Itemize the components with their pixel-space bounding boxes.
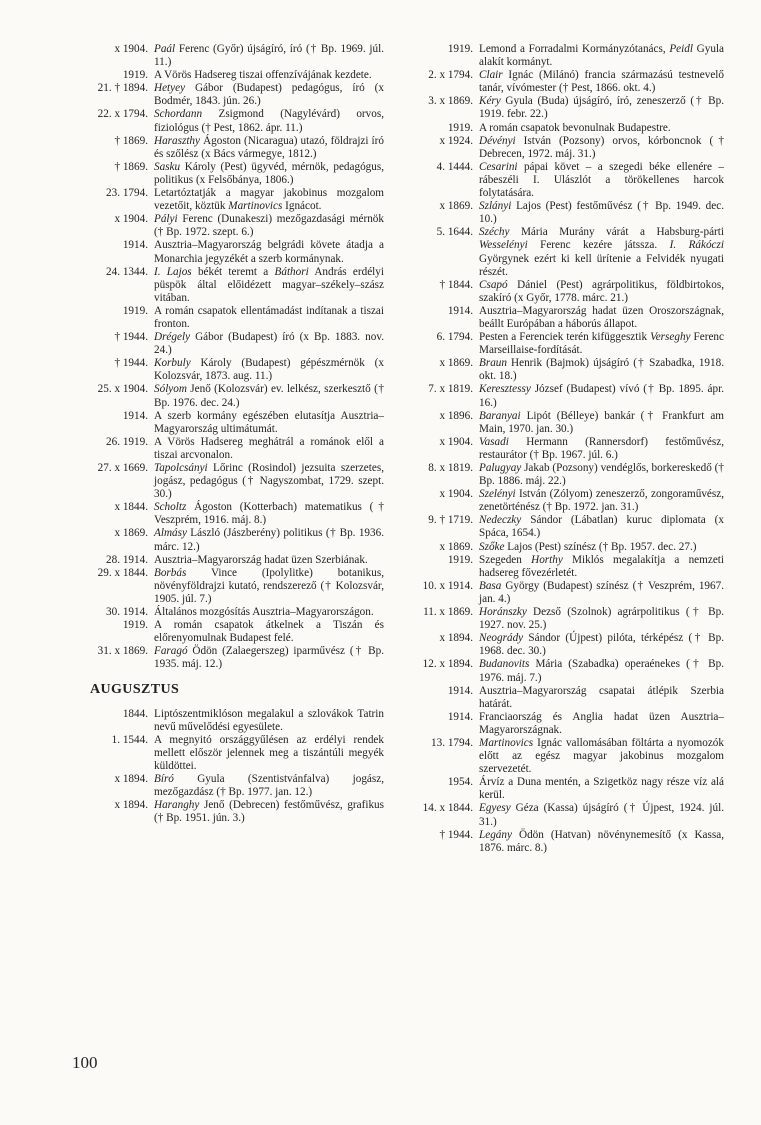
calendar-entry	[412, 305, 724, 331]
calendar-entry	[412, 69, 724, 95]
entry-date: 1914.	[447, 710, 473, 723]
july-entries	[78, 43, 384, 672]
entry-text: Széchy Mária Murány várát a Habsburg-párti Wesselényi Ferenc kezére játssza. I. Rákóczi Györgynek ezért ki kell ürítenie a Felvidék nyugati részét.	[479, 226, 724, 278]
entry-date: 1844.	[122, 707, 148, 720]
calendar-entry	[78, 213, 384, 239]
page-number: 100	[72, 1053, 98, 1072]
entry-text: A szerb kormány egészében elutasítja Ausztria–Magyarország ultimátumát.	[154, 409, 384, 435]
entry-text: Borbás Vince (Ipolylitke) botanikus, növényföldrajzi kutató, rendszerező († Kolozsvár, 1905. júl. 7.)	[154, 566, 384, 605]
entry-text: A román csapatok ellentámadást indítanak a tiszai fronton.	[154, 304, 384, 330]
calendar-entry	[412, 436, 724, 462]
entry-date: x 1904.	[439, 435, 473, 448]
entry-date: 5. 1644.	[436, 226, 473, 239]
entry-text: Neogrády Sándor (Újpest) pilóta, térképész († Bp. 1968. dec. 30.)	[479, 632, 724, 658]
entry-text: Legány Ödön (Hatvan) növénynemesítő (x Kassa, 1876. márc. 8.)	[479, 828, 724, 854]
entry-date: x 1869.	[114, 527, 148, 540]
entry-date: x 1869.	[439, 200, 473, 213]
entry-date: 1914.	[447, 684, 473, 697]
calendar-entry	[78, 567, 384, 606]
calendar-entry	[412, 554, 724, 580]
entry-text: Horánszky Dezső (Szolnok) agrárpolitikus († Bp. 1927. nov. 25.)	[479, 606, 724, 632]
entry-date: 1954.	[447, 776, 473, 789]
calendar-entry	[412, 737, 724, 776]
calendar-entry	[412, 711, 724, 737]
calendar-entry	[412, 95, 724, 121]
entry-text: Korbuly Károly (Budapest) gépészmérnök (x Kolozsvár, 1873. aug. 11.)	[154, 357, 384, 383]
entry-text: Braun Henrik (Bajmok) újságíró († Szabadka, 1918. okt. 18.)	[479, 357, 724, 383]
entry-text: Egyesy Géza (Kassa) újságíró († Újpest, 1924. júl. 31.)	[479, 802, 724, 828]
entry-text: Budanovits Mária (Szabadka) operaénekes († Bp. 1976. máj. 7.)	[479, 658, 724, 684]
entry-date: x 1844.	[114, 501, 148, 514]
entry-text: Paál Ferenc (Győr) újságíró, író († Bp. 1969. júl. 11.)	[154, 43, 384, 69]
calendar-entry	[412, 685, 724, 711]
calendar-entry	[412, 541, 724, 554]
entry-text: Szlányi Lajos (Pest) festőművész († Bp. 1949. dec. 10.)	[479, 200, 724, 226]
entry-date: † 1944.	[439, 828, 473, 841]
entry-text: A Vörös Hadsereg meghátrál a románok elől a tiszai arcvonalon.	[154, 435, 384, 461]
entry-text: Baranyai Lipót (Bélleye) bankár († Frankfurt am Main, 1970. jan. 30.)	[479, 409, 724, 435]
entry-text: Lemond a Forradalmi Kormányzótanács, Peidl Gyula alakít kormányt.	[479, 43, 724, 69]
calendar-entry	[78, 69, 384, 82]
entry-date: 14. x 1844.	[422, 802, 473, 815]
entry-date: 6. 1794.	[436, 331, 473, 344]
entry-text: A megnyitó országgyűlésen az erdélyi rendek mellett először jelennek meg a tiszántúli megyék küldöttei.	[154, 733, 384, 772]
calendar-entry	[78, 305, 384, 331]
left-column	[78, 43, 384, 825]
calendar-entry	[78, 436, 384, 462]
entry-date: 3. x 1869.	[428, 95, 473, 108]
entry-date: x 1869.	[439, 357, 473, 370]
right-column	[412, 43, 724, 855]
calendar-entry	[78, 708, 384, 734]
entry-date: 30. 1914.	[106, 606, 148, 619]
august-entries-continued	[412, 43, 724, 855]
calendar-entry	[412, 632, 724, 658]
calendar-entry	[78, 383, 384, 409]
entry-date: 31. x 1869.	[97, 645, 148, 658]
calendar-entry	[412, 161, 724, 200]
entry-text: Palugyay Jakab (Pozsony) vendéglős, borkereskedő († Bp. 1886. máj. 22.)	[479, 462, 724, 488]
entry-text: Haranghy Jenő (Debrecen) festőművész, grafikus († Bp. 1951. jún. 3.)	[154, 799, 384, 825]
calendar-entry	[78, 187, 384, 213]
calendar-entry	[412, 514, 724, 540]
entry-date: † 1944.	[114, 357, 148, 370]
calendar-entry	[78, 82, 384, 108]
calendar-entry	[412, 606, 724, 632]
august-entries	[78, 708, 384, 826]
entry-text: Haraszthy Ágoston (Nicaragua) utazó, földrajzi író és szőlész (x Bács vármegye, 1812.)	[154, 134, 384, 160]
entry-text: Hetyey Gábor (Budapest) pedagógus, író (x Bodmér, 1843. jún. 26.)	[154, 82, 384, 108]
entry-text: Csapó Dániel (Pest) agrárpolitikus, földbirtokos, szakíró (x Győr, 1778. márc. 21.)	[479, 278, 724, 304]
calendar-entry	[78, 527, 384, 553]
entry-date: 1. 1544.	[111, 733, 148, 746]
calendar-entry	[412, 776, 724, 802]
entry-text: Pesten a Ferenciek terén kifüggesztik Verseghy Ferenc Marseillaise-fordítását.	[479, 331, 724, 357]
entry-text: Letartóztatják a magyar jakobinus mozgalom vezetőit, köztük Martinovics Ignácot.	[154, 187, 384, 213]
entry-text: Keresztessy József (Budapest) vívó († Bp. 1895. ápr. 16.)	[479, 383, 724, 409]
calendar-entry	[412, 802, 724, 828]
entry-text: Martinovics Ignác vallomásában föltárta a nyomozók előtt az egész magyar jakobinus mozgalom szervezetét.	[479, 736, 724, 776]
calendar-entry	[412, 658, 724, 684]
entry-text: Liptószentmiklóson megalakul a szlovákok Tatrin nevű művelődési egyesülete.	[154, 707, 384, 733]
entry-date: 27. x 1669.	[97, 462, 148, 474]
entry-text: Clair Ignác (Milánó) francia származású testnevelő tanár, vívómester († Pest, 1866. okt. 4.)	[479, 69, 724, 95]
calendar-entry	[412, 357, 724, 383]
calendar-entry	[412, 331, 724, 357]
calendar-entry	[78, 266, 384, 305]
calendar-entry	[412, 488, 724, 514]
calendar-entry	[78, 773, 384, 799]
entry-date: 1919.	[122, 619, 148, 632]
entry-text: A Vörös Hadsereg tiszai offenzívájának kezdete.	[154, 69, 372, 82]
entry-date: x 1896.	[439, 409, 473, 422]
entry-date: 23. 1794.	[106, 187, 148, 200]
calendar-entry	[412, 135, 724, 161]
entry-date: x 1894.	[114, 799, 148, 812]
entry-text: Ausztria–Magyarország csapatai átlépik Szerbia határát.	[479, 684, 724, 710]
entry-text: A román csapatok átkelnek a Tiszán és előrenyomulnak Budapest felé.	[154, 619, 384, 645]
calendar-entry	[412, 200, 724, 226]
entry-date: x 1904.	[439, 488, 473, 501]
entry-text: Bíró Gyula (Szentistvánfalva) jogász, mezőgazdász († Bp. 1977. jan. 12.)	[154, 772, 384, 799]
entry-date: 26. 1919.	[106, 435, 148, 448]
calendar-entry	[412, 122, 724, 135]
entry-text: Ausztria–Magyarország hadat üzen Oroszországnak, beállt Európában a háborús állapot.	[479, 304, 724, 330]
calendar-entry	[78, 43, 384, 69]
entry-date: † 1844.	[439, 278, 473, 291]
entry-date: 1914.	[447, 304, 473, 317]
entry-date: 21. † 1894.	[97, 82, 148, 95]
entry-date: 28. 1914.	[106, 553, 148, 566]
entry-date: x 1894.	[439, 632, 473, 645]
calendar-entry	[78, 357, 384, 383]
entry-text: Tapolcsányi Lőrinc (Rosindol) jezsuita szerzetes, jogász, pedagógus († Nagyszombat, 1729. szept. 30.)	[154, 462, 384, 501]
entry-date: † 1869.	[114, 160, 148, 173]
entry-date: 10. x 1914.	[422, 579, 473, 592]
entry-date: x 1904.	[114, 213, 148, 226]
entry-text: Szelényi István (Zólyom) zeneszerző, zongoraművész, zenetörténész († Bp. 1972. jan. 31.)	[479, 488, 724, 514]
calendar-entry	[78, 554, 384, 567]
entry-text: Scholtz Ágoston (Kotterbach) matematikus († Veszprém, 1916. máj. 8.)	[154, 501, 384, 527]
calendar-entry	[78, 619, 384, 645]
entry-date: 1919.	[447, 43, 473, 55]
entry-text: A román csapatok bevonulnak Budapestre.	[479, 121, 671, 134]
entry-date: 1914.	[122, 409, 148, 422]
calendar-entry	[78, 331, 384, 357]
entry-text: Basa György (Budapest) színész († Veszprém, 1967. jan. 4.)	[479, 579, 724, 605]
entry-text: Sólyom Jenő (Kolozsvár) ev. lelkész, szerkesztő († Bp. 1976. dec. 24.)	[154, 383, 384, 409]
calendar-entry	[412, 226, 724, 278]
entry-text: Drégely Gábor (Budapest) író (x Bp. 1883. nov. 24.)	[154, 331, 384, 357]
calendar-entry	[78, 410, 384, 436]
calendar-entry	[78, 161, 384, 187]
entry-date: 1919.	[447, 553, 473, 566]
entry-text: Dévényi István (Pozsony) orvos, kórboncnok († Debrecen, 1972. máj. 31.)	[479, 134, 724, 160]
calendar-entry	[412, 829, 724, 855]
entry-date: 1919.	[122, 69, 148, 82]
calendar-entry	[78, 239, 384, 265]
entry-date: 7. x 1819.	[428, 383, 473, 396]
entry-date: x 1904.	[114, 43, 148, 55]
entry-text: Pályi Ferenc (Dunakeszi) mezőgazdasági mérnök († Bp. 1972. szept. 6.)	[154, 213, 384, 239]
entry-date: 2. x 1794.	[428, 69, 473, 82]
entry-text: Ausztria–Magyarország belgrádi követe átadja a Monarchia jegyzékét a szerb kormánynak.	[154, 239, 384, 265]
entry-date: x 1869.	[439, 540, 473, 553]
calendar-entry	[412, 410, 724, 436]
entry-date: 11. x 1869.	[423, 606, 473, 619]
entry-date: 4. 1444.	[436, 160, 473, 173]
entry-date: 22. x 1794.	[97, 108, 148, 121]
calendar-entry	[78, 135, 384, 161]
entry-text: Faragó Ödön (Zalaegerszeg) iparművész († Bp. 1935. máj. 12.)	[154, 645, 384, 671]
entry-date: † 1869.	[114, 134, 148, 147]
entry-date: 25. x 1904.	[97, 383, 148, 396]
entry-date: 24. 1344.	[106, 265, 148, 278]
entry-text: Vasadi Hermann (Rannersdorf) festőművész, restaurátor († Bp. 1967. júl. 6.)	[479, 435, 724, 461]
entry-date: † 1944.	[114, 331, 148, 344]
calendar-entry	[412, 580, 724, 606]
entry-text: Ausztria–Magyarország hadat üzen Szerbiának.	[154, 553, 368, 566]
calendar-entry	[78, 799, 384, 825]
entry-date: 13. 1794.	[431, 736, 473, 749]
calendar-entry	[412, 43, 724, 69]
entry-text: Schordann Zsigmond (Nagylévárd) orvos, fiziológus († Pest, 1862. ápr. 11.)	[154, 108, 384, 134]
calendar-entry	[78, 606, 384, 619]
entry-text: Kéry Gyula (Buda) újságíró, író, zeneszerző († Bp. 1919. febr. 22.)	[479, 95, 724, 121]
calendar-entry	[78, 108, 384, 134]
entry-text: Szőke Lajos (Pest) színész († Bp. 1957. dec. 27.)	[479, 540, 697, 553]
entry-text: Árvíz a Duna mentén, a Szigetköz nagy része víz alá kerül.	[479, 776, 724, 802]
entry-text: Szegeden Horthy Miklós megalakítja a nemzeti hadsereg fővezérletét.	[479, 553, 725, 579]
calendar-entry	[412, 462, 724, 488]
entry-text: Almásy László (Jászberény) politikus († Bp. 1936. márc. 12.)	[154, 527, 384, 553]
section-title: AUGUSZTUS	[90, 681, 180, 697]
entry-text: Franciaország és Anglia hadat üzen Ausztria–Magyarországnak.	[479, 710, 724, 736]
calendar-entry	[78, 734, 384, 773]
entry-date: 9. † 1719.	[428, 514, 473, 527]
calendar-entry	[78, 501, 384, 527]
entry-text: Nedeczky Sándor (Lábatlan) kuruc diplomata (x Spáca, 1654.)	[479, 514, 724, 540]
entry-date: 8. x 1819.	[428, 462, 473, 474]
entry-date: 12. x 1894.	[422, 658, 473, 671]
calendar-entry	[78, 462, 384, 501]
entry-text: I. Lajos békét teremt a Báthori András erdélyi püspök által előidézett magyar–székely–szász vitában.	[154, 265, 384, 304]
entry-date: 1919.	[122, 304, 148, 317]
entry-date: 29. x 1844.	[97, 566, 148, 579]
entry-text: Cesarini pápai követ – a szegedi béke ellenére – rábeszéli I. Ulászlót a törökellenes harcok folytatására.	[479, 160, 724, 200]
calendar-entry	[412, 383, 724, 409]
entry-text: Általános mozgósítás Ausztria–Magyarországon.	[154, 606, 374, 619]
entry-date: x 1894.	[114, 772, 148, 785]
calendar-entry	[412, 279, 724, 305]
entry-text: Sasku Károly (Pest) ügyvéd, mérnök, pedagógus, politikus (x Felsőbánya, 1806.)	[154, 160, 384, 186]
entry-date: 1919.	[447, 121, 473, 134]
entry-date: 1914.	[122, 239, 148, 252]
entry-date: x 1924.	[439, 134, 473, 147]
calendar-entry	[78, 645, 384, 671]
